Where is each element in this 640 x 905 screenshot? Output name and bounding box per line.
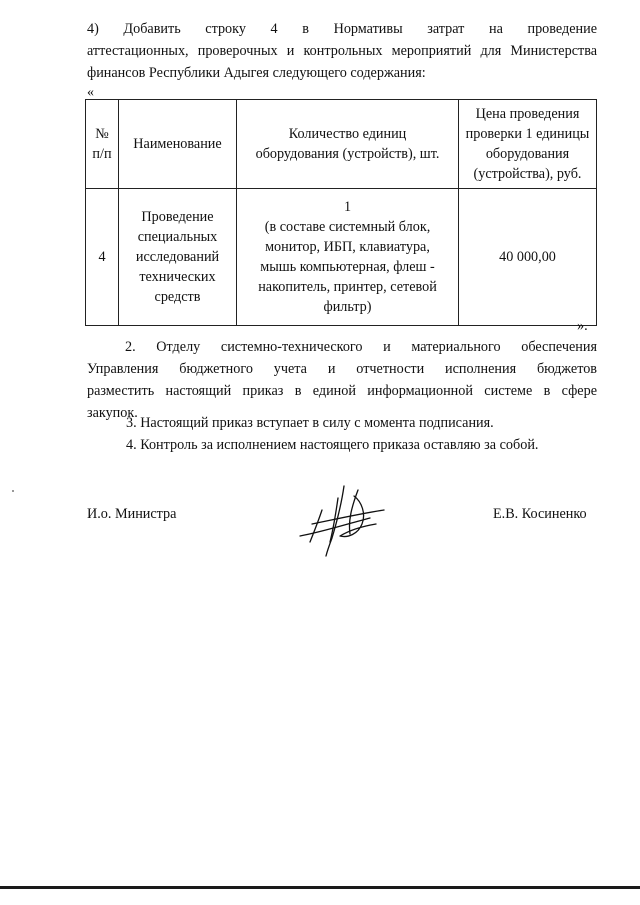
handwritten-signature <box>292 480 402 560</box>
cell-number: 4 <box>86 189 119 326</box>
scan-bottom-edge <box>0 886 640 889</box>
opening-quote: « <box>87 85 94 100</box>
norms-table <box>85 99 597 326</box>
intro-line: аттестационных, проверочных и контрольных мероприятий для Министерства <box>87 43 597 59</box>
table-row <box>86 189 597 326</box>
paragraph-4: 4. Контроль за исполнением настоящего приказа оставляю за собой. <box>126 437 539 453</box>
signer-name: Е.В. Косиненко <box>493 506 587 522</box>
signer-position: И.о. Министра <box>87 506 177 522</box>
cell-name: Проведение специальных исследований технических средств <box>119 189 237 326</box>
paragraph-2 <box>87 336 597 424</box>
paragraph-line: 2. Отделу системно-технического и материального обеспечения <box>125 339 597 355</box>
table-header-row <box>86 100 597 189</box>
paragraph-line: закупок. <box>87 405 138 421</box>
header-number: № п/п <box>86 100 119 189</box>
intro-line: 4) Добавить строку 4 в Нормативы затрат на проведение <box>87 21 597 37</box>
header-quantity: Количество единиц оборудования (устройств), шт. <box>237 100 459 189</box>
header-name: Наименование <box>119 100 237 189</box>
cell-quantity: 1 (в составе системный блок, монитор, ИБП, клавиатура, мышь компьютерная, флеш - накопитель, принтер, сетевой фильтр) <box>237 189 459 326</box>
cell-price: 40 000,00 <box>459 189 597 326</box>
paragraph-line: разместить настоящий приказ в единой информационной системе в сфере <box>87 383 597 399</box>
paragraph-line: Управления бюджетного учета и отчетности исполнения бюджетов <box>87 361 597 377</box>
header-price: Цена проведения проверки 1 единицы оборудования (устройства), руб. <box>459 100 597 189</box>
intro-line: финансов Республики Адыгея следующего содержания: <box>87 65 426 81</box>
paragraph-3: 3. Настоящий приказ вступает в силу с момента подписания. <box>126 415 494 431</box>
intro-paragraph <box>87 18 597 84</box>
scan-mark <box>12 490 14 492</box>
closing-quote: ». <box>577 318 588 334</box>
